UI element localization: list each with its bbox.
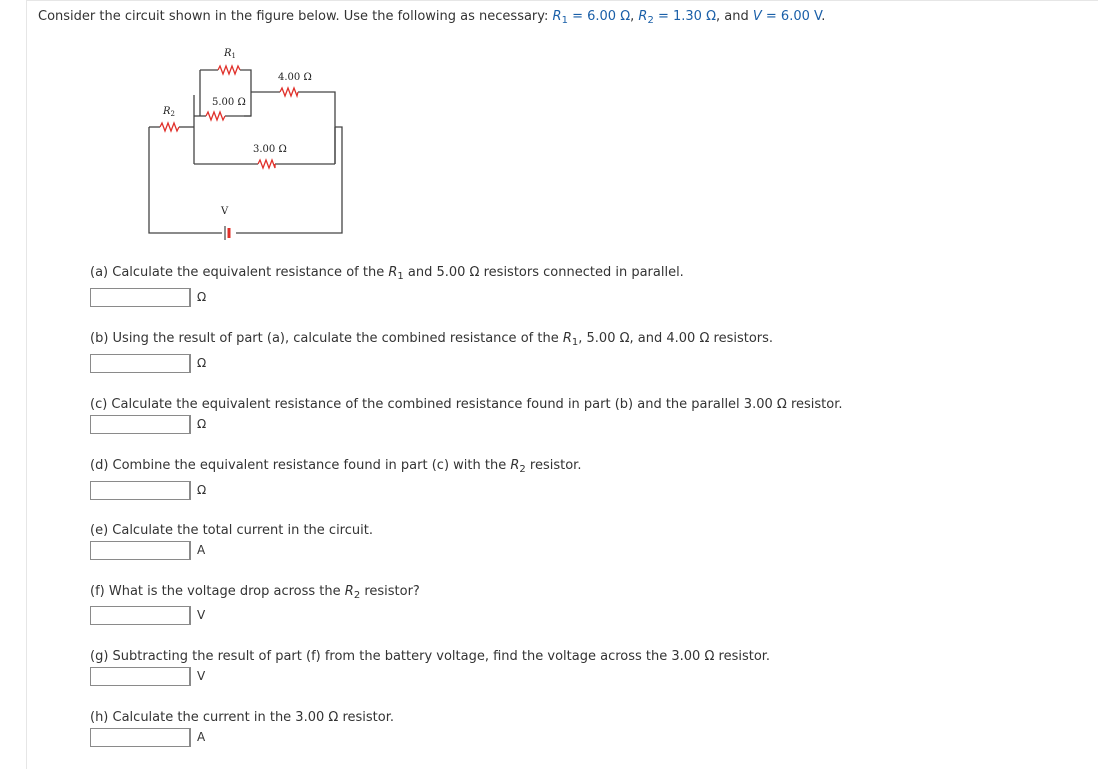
answer-g-unit: V — [190, 667, 205, 686]
label-5ohm: 5.00 Ω — [212, 97, 246, 108]
answer-a — [90, 288, 206, 307]
question-e: (e) Calculate the total current in the circuit. — [90, 523, 373, 538]
wire-outer — [149, 127, 342, 233]
resistor-3ohm — [258, 160, 275, 168]
answer-b-unit: Ω — [190, 354, 206, 373]
answer-c — [90, 415, 206, 434]
question-h: (h) Calculate the current in the 3.00 Ω resistor. — [90, 710, 395, 725]
resistor-r1 — [218, 66, 240, 74]
resistor-r2 — [160, 123, 179, 131]
answer-h-unit: A — [190, 728, 205, 747]
left-divider — [26, 0, 27, 769]
answer-g — [90, 667, 205, 686]
answer-e-unit: A — [190, 541, 205, 560]
question-b: (b) Using the result of part (a), calculate the combined resistance of the $R_1$, 5.00 Ω, and 4.00 Ω resistors. — [90, 331, 774, 348]
intro-text: Consider the circuit shown in the figure below. Use the following as necessary: — [38, 9, 553, 24]
label-3ohm: 3.00 Ω — [253, 144, 287, 155]
label-r2: $R_2$ — [163, 106, 175, 118]
given-v: V = 6.00 V — [752, 9, 822, 24]
answer-e — [90, 541, 205, 560]
problem-statement: Consider the circuit shown in the figure below. Use the following as necessary: $R_1 = 6.00$ Ω, $R_2 = 1.30$ Ω, and V = 6.00 V. — [38, 9, 826, 26]
answer-a-unit: Ω — [190, 288, 206, 307]
answer-d-input[interactable] — [90, 481, 190, 500]
answer-c-unit: Ω — [190, 415, 206, 434]
question-a: (a) Calculate the equivalent resistance of the $R_1$ and 5.00 Ω resistors connected in parallel. — [90, 265, 684, 282]
answer-d-unit: Ω — [190, 481, 206, 500]
question-f: (f) What is the voltage drop across the $R_2$ resistor? — [90, 584, 420, 601]
given-r2: $R_2 = 1.30$ Ω — [638, 9, 716, 26]
question-d: (d) Combine the equivalent resistance found in part (c) with the $R_2$ resistor. — [90, 458, 582, 475]
answer-f-input[interactable] — [90, 606, 190, 625]
answer-e-input[interactable] — [90, 541, 190, 560]
circuit-diagram — [140, 40, 360, 250]
answer-h — [90, 728, 205, 747]
answer-b-input[interactable] — [90, 354, 190, 373]
question-c: (c) Calculate the equivalent resistance of the combined resistance found in part (b) and the parallel 3.00 Ω resistor. — [90, 397, 843, 412]
answer-f — [90, 606, 205, 625]
label-v: V — [221, 206, 229, 217]
top-divider — [26, 0, 1098, 1]
answer-c-input[interactable] — [90, 415, 190, 434]
answer-f-unit: V — [190, 606, 205, 625]
label-r1: $R_1$ — [224, 48, 236, 60]
label-4ohm: 4.00 Ω — [278, 72, 312, 83]
given-r1: $R_1 = 6.00$ Ω — [552, 9, 631, 26]
resistor-5ohm — [206, 112, 225, 120]
answer-g-input[interactable] — [90, 667, 190, 686]
answer-d — [90, 481, 206, 500]
answer-a-input[interactable] — [90, 288, 190, 307]
wire-r1-leads — [200, 70, 251, 116]
answer-h-input[interactable] — [90, 728, 190, 747]
resistor-4ohm — [280, 88, 298, 96]
answer-b — [90, 354, 206, 373]
question-g: (g) Subtracting the result of part (f) from the battery voltage, find the voltage across the 3.00 Ω resistor. — [90, 649, 771, 664]
